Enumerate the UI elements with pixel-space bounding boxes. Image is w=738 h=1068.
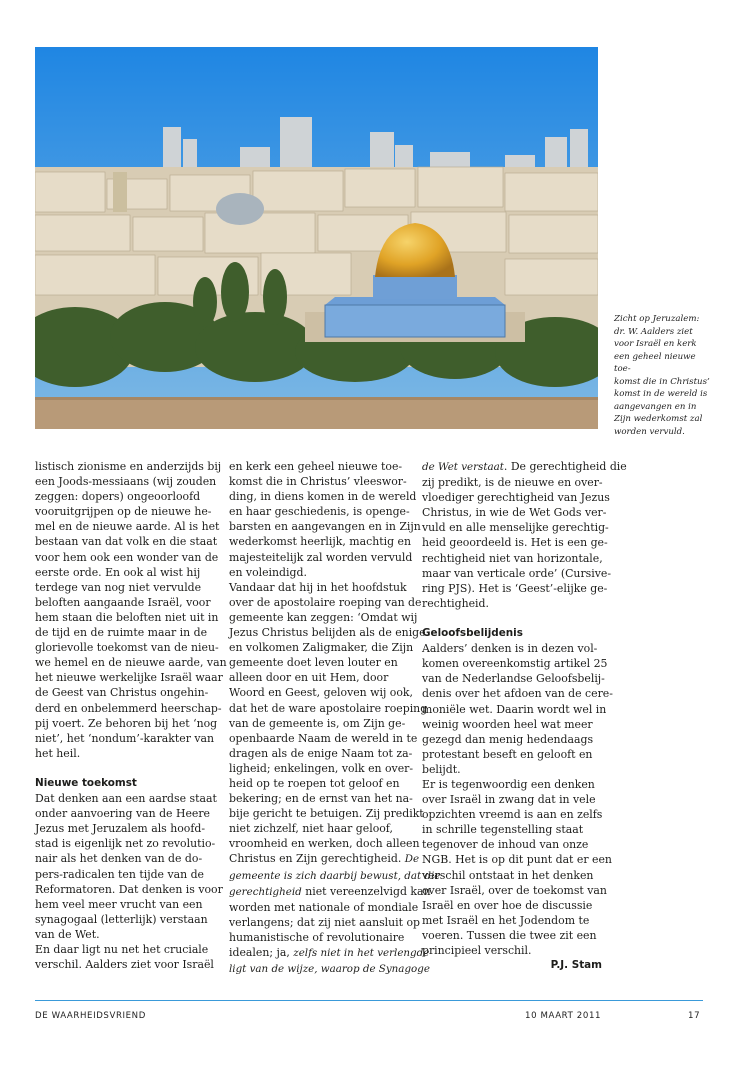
text-line: gemeente kan zeggen: ‘Omdat wij (229, 610, 418, 624)
text-line: Christus, in wie de Wet Gods ver- (422, 506, 607, 520)
text-line: gemeente doet leven louter en (229, 656, 398, 670)
text-line: dragen als de enige Naam tot za- (229, 746, 413, 760)
text-line: majesteitelijk zal worden vervuld (229, 550, 413, 564)
text-line: denis over het afdoen van de cere- (422, 687, 613, 701)
text-line: alleen door en uit Hem, door (229, 671, 389, 685)
text-line: met Israël en het Jodendom te (422, 913, 590, 927)
text-line: verschil ontstaat in het denken (422, 868, 594, 882)
text-line: over de apostolaire roeping van de (229, 595, 422, 609)
text-line: niet’, het ‘nondum’-karakter van (35, 731, 215, 745)
italic-segment: gerechtigheid (229, 885, 302, 898)
text-line: de tijd en de ruimte maar in de (35, 626, 208, 640)
text-line: bekering; en de ernst van het na- (229, 792, 413, 806)
text-line: over Israël, over de toekomst van (422, 883, 607, 897)
text-line: van de gemeente is, om Zijn ge- (229, 716, 406, 730)
text-line: van de Wet. (35, 927, 100, 941)
text-line: ligheid; enkelingen, volk en over- (229, 761, 414, 775)
text-line: bije gericht te betuigen. Zij predikt (229, 807, 424, 821)
text-line: rechtigheid. (422, 596, 489, 610)
text-column-1 (35, 459, 227, 972)
text-line: Vandaar dat hij in het hoofdstuk (229, 580, 407, 594)
text-line: voeren. Tussen die twee zit een (422, 928, 597, 942)
text-line: rechtigheid niet van horizontale, (422, 551, 603, 565)
text-line: komst die in Christus’ vleeswor- (229, 475, 407, 489)
text-line: heid geoordeeld is. Het is een ge- (422, 536, 608, 550)
text-line: wederkomst heerlijk, machtig en (229, 535, 411, 549)
text-line: Jezus Christus belijden als de enige (229, 626, 426, 640)
text-line: listisch zionisme en anderzijds bij (35, 460, 222, 473)
text-line: komen overeenkomstig artikel 25 (422, 657, 608, 671)
text-line: belijdt. (422, 762, 461, 776)
text-line: moniële wet. Daarin wordt wel in (422, 702, 607, 716)
text-line-mixed (229, 851, 420, 867)
text-line: pij voert. Ze behoren bij het ‘nog (35, 716, 218, 730)
text-line: Reformatoren. Dat denken is voor (35, 882, 223, 896)
text-line: zij predikt, is de nieuwe en over- (422, 476, 603, 490)
text-line: Israël en over hoe de discussie (422, 898, 593, 912)
text-line: terdege van nog niet vervulde (35, 580, 202, 594)
text-line: openbaarde Naam de wereld in te (229, 731, 418, 745)
text-line: beloften aangaande Israël, voor (35, 595, 211, 609)
text-line: bestaan van dat volk en die staat (35, 535, 218, 549)
issue-date: 10 MAART 2011 (525, 1011, 602, 1021)
text-line: in schrille tegenstelling staat (422, 823, 584, 837)
text-line: dat het de ware apostolaire roeping (229, 701, 428, 715)
text-line: en volkomen Zaligmaker, die Zijn (229, 641, 414, 655)
text-line: derd en onbelemmerd heerschap- (35, 701, 222, 715)
text-line: barsten en aangevangen en in Zijn (229, 520, 421, 534)
text-line: worden met nationale of mondiale (229, 900, 419, 914)
text-line: een Joods-messiaans (wij zouden (35, 475, 217, 489)
photo-caption: Zicht op Jeruzalem: dr. W. Aalders ziet voor Israël en kerk een geheel nieuwe toe- komst die in Christus’ komst in de wereld is aangevangen en in Zijn wederkomst zal worden vervuld. (614, 314, 710, 437)
text-line: verschil. Aalders ziet voor Israël (35, 958, 214, 972)
text-line: Jezus met Jeruzalem als hoofd- (35, 822, 206, 836)
text-line: protestant beseft en gelooft en (422, 747, 593, 761)
text-line: hem veel meer vrucht van een (35, 897, 203, 911)
text-line: het nieuwe werkelijke Israël waar (35, 671, 223, 685)
text-column-3 (422, 459, 627, 973)
text-line: onder aanvoering van de Heere (35, 807, 210, 821)
text-line: en haar geschiedenis, is openge- (229, 505, 410, 519)
section-heading: Nieuwe toekomst (35, 776, 137, 789)
jerusalem-photo (35, 47, 598, 429)
text-segment: . De gerechtigheid die (503, 460, 627, 473)
text-line: hem staan die beloften niet uit in (35, 610, 219, 624)
text-line: opzichten vreemd is aan en zelfs (422, 808, 603, 822)
publication-name: DE WAARHEIDSVRIEND (35, 1011, 146, 1021)
author-signature: P.J. Stam (550, 959, 602, 972)
text-line: stad is eigenlijk net zo revolutio- (35, 837, 216, 851)
text-line: principieel verschil. (422, 944, 532, 957)
italic-segment: ligt van de wijze, waarop de Synagoge (229, 963, 430, 976)
text-line-mixed (229, 884, 431, 900)
text-line: en voleindigd. (229, 565, 307, 579)
text-line-mixed (229, 961, 430, 977)
italic-segment: gemeente is zich daarbij bewust, dat die (229, 869, 441, 882)
footer-divider (35, 1000, 703, 1001)
page-number: 17 (688, 1011, 701, 1021)
text-line-mixed (229, 868, 441, 884)
text-line: de Geest van Christus ongehin- (35, 686, 209, 700)
text-line: Dat denken aan een aardse staat (35, 792, 217, 806)
text-line: weinig woorden heel wat meer (422, 717, 593, 731)
text-line: zeggen: dopers) ongeoorloofd (35, 490, 201, 504)
italic-segment: De (404, 853, 420, 866)
text-line: Woord en Geest, geloven wij ook, (229, 686, 413, 700)
text-line: Aalders’ denken is in dezen vol- (422, 642, 598, 656)
jerusalem-illustration (35, 47, 598, 429)
grey-dome (216, 193, 264, 225)
section-heading: Geloofsbelijdenis (422, 627, 523, 640)
text-line: het heil. (35, 746, 81, 760)
paragraph-gap (422, 611, 602, 626)
text-line: maar van verticale orde’ (Cursive- (422, 566, 612, 580)
text-line: ring PJS). Het is ‘Geest’-elijke ge- (422, 581, 608, 595)
text-line: humanistische of revolutionaire (229, 930, 405, 944)
text-line: gezegd dan menig hedendaags (422, 732, 594, 746)
text-line: eerste orde. En ook al wist hij (35, 565, 201, 579)
text-line: vuld en alle menselijke gerechtig- (422, 521, 609, 535)
italic-segment: zelfs niet in het verlengde (293, 947, 430, 959)
text-line: verlangens; dat zij niet aansluit op (229, 915, 421, 929)
text-line: mel en de nieuwe aarde. Al is het (35, 520, 220, 534)
text-line: vroomheid en werken, doch alleen (229, 837, 420, 851)
text-line: tegenover de inhoud van onze (422, 838, 589, 852)
text-line: vooruitgrijpen op de nieuwe he- (35, 505, 212, 519)
text-segment: niet vereenzelvigd kan (301, 884, 431, 898)
text-line: over Israël in zwang dat in vele (422, 793, 596, 807)
text-line: en kerk een geheel nieuwe toe- (229, 460, 403, 473)
text-line: van de Nederlandse Geloofsbelij- (422, 672, 605, 686)
text-line: Er is tegenwoordig een denken (422, 777, 595, 791)
text-line: ding, in diens komen in de wereld (229, 490, 417, 504)
text-line: we hemel en de nieuwe aarde, van (35, 656, 227, 670)
text-segment: idealen; ja, (229, 946, 294, 959)
text-line: nair als het denken van de do- (35, 852, 203, 866)
text-line: NGB. Het is op dit punt dat er een (422, 853, 612, 867)
text-line: niet zichzelf, niet haar geloof, (229, 822, 393, 836)
text-line: En daar ligt nu net het cruciale (35, 943, 209, 956)
text-line: vloediger gerechtigheid van Jezus (422, 491, 610, 505)
text-line-mixed (422, 459, 627, 475)
text-line: voor hem ook een wonder van de (35, 550, 219, 564)
text-column-2 (229, 459, 441, 977)
text-line: glorievolle toekomst van de nieu- (35, 641, 219, 655)
text-line: synagogaal (letterlijk) verstaan (35, 912, 208, 926)
text-line-mixed (229, 945, 430, 961)
text-line: pers-radicalen ten tijde van de (35, 867, 204, 881)
city-wall (35, 399, 598, 429)
paragraph-gap (35, 761, 215, 776)
text-line: heid op te roepen tot geloof en (229, 776, 400, 790)
italic-segment: de Wet verstaat (422, 461, 504, 473)
text-segment: Christus en Zijn gerechtigheid. (229, 852, 405, 866)
